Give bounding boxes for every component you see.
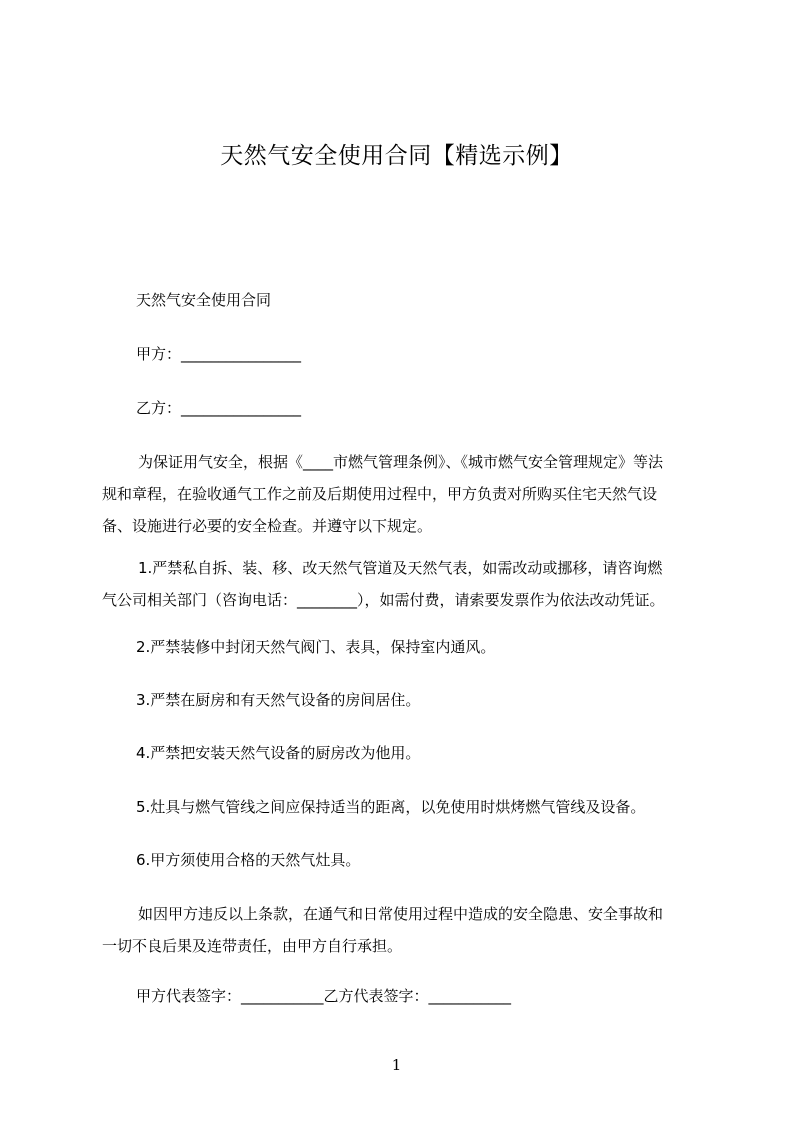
- signature-line: 甲方代表签字：___________乙方代表签字：___________: [136, 987, 512, 1005]
- rule-6: 6.甲方须使用合格的天然气灶具。: [136, 851, 361, 869]
- preamble-line: 为保证用气安全，根据《____市燃气管理条例》、《城市燃气安全管理规定》等法: [138, 453, 664, 471]
- rule-1-paragraph: [102, 552, 702, 616]
- rule-5: 5.灶具与燃气管线之间应保持适当的距离，以免使用时烘烤燃气管线及设备。: [136, 798, 646, 816]
- rule-2: 2.严禁装修中封闭天然气阀门、表具，保持室内通风。: [136, 638, 496, 656]
- liability-paragraph: [102, 898, 702, 962]
- rule-4: 4.严禁把安装天然气设备的厨房改为他用。: [136, 744, 421, 762]
- preamble-line: 规和章程，在验收通气工作之前及后期使用过程中，甲方负责对所购买住宅天然气设: [102, 485, 658, 503]
- document-title: 天然气安全使用合同【精选示例】: [220, 143, 573, 169]
- page-number: 1: [391, 1056, 402, 1074]
- preamble-line: 备、设施进行必要的安全检查。并遵守以下规定。: [102, 517, 433, 535]
- contract-name: 天然气安全使用合同: [136, 291, 272, 309]
- preamble-paragraph: [102, 446, 702, 542]
- party-a-line: 甲方：________________: [136, 345, 302, 363]
- party-b-line: 乙方：________________: [136, 399, 302, 417]
- rule-3: 3.严禁在厨房和有天然气设备的房间居住。: [136, 691, 421, 709]
- liability-line: 一切不良后果及连带责任，由甲方自行承担。: [102, 937, 403, 955]
- liability-line: 如因甲方违反以上条款，在通气和日常使用过程中造成的安全隐患、安全事故和: [138, 905, 664, 923]
- rule-1-line: 1.严禁私自拆、装、移、改天然气管道及天然气表，如需改动或挪移，请咨询燃: [138, 559, 663, 577]
- rule-1-line: 气公司相关部门（咨询电话：________），如需付费，请索要发票作为依法改动凭证。: [102, 591, 665, 609]
